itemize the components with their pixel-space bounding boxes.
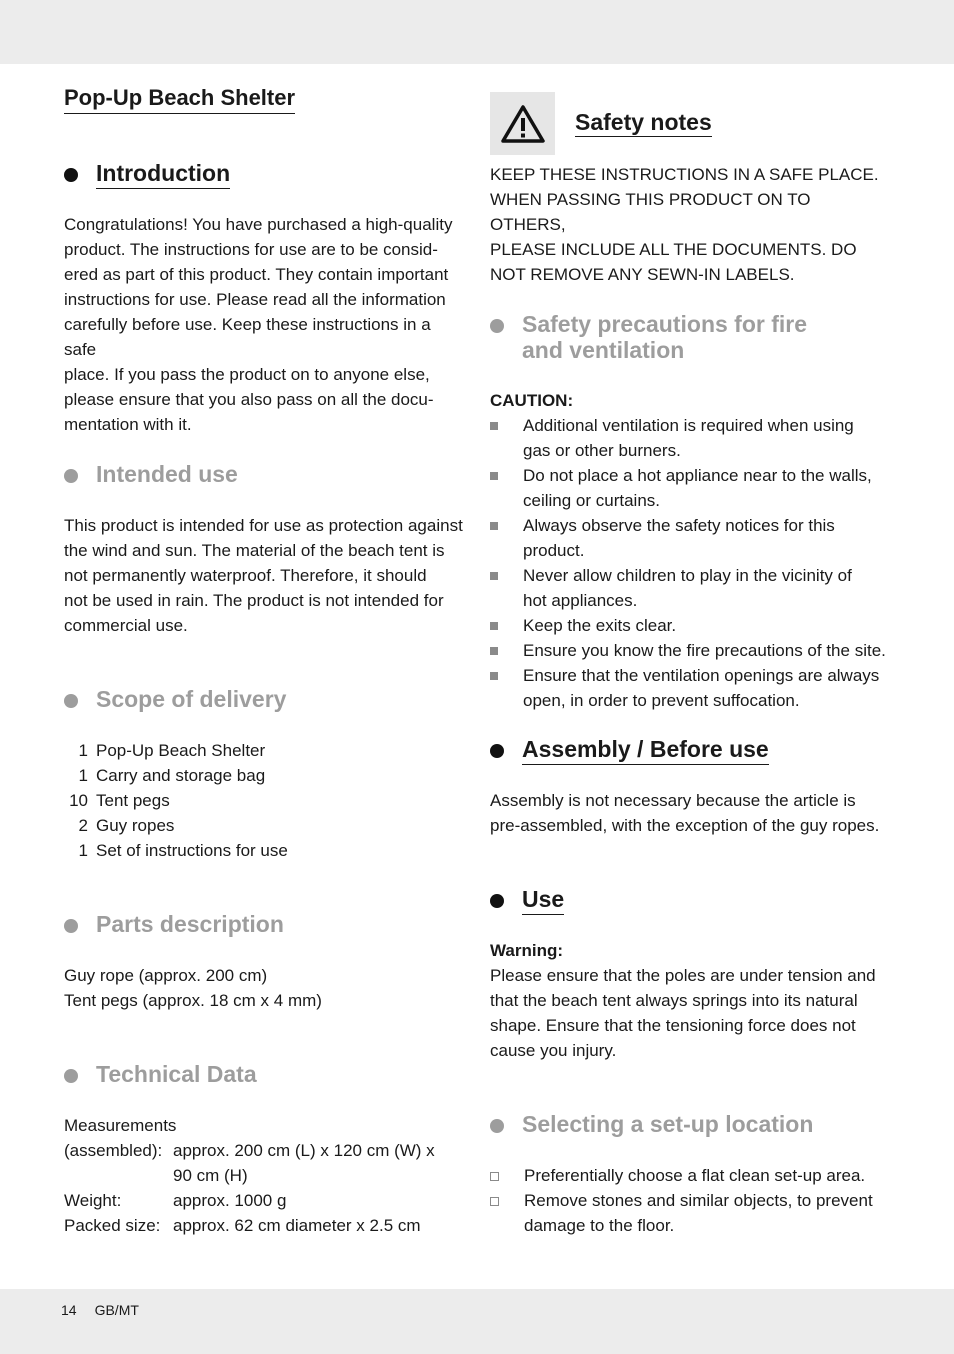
text-line: not be used in rain. The product is not intended for bbox=[64, 591, 444, 610]
list-item bbox=[64, 738, 288, 763]
list-item bbox=[490, 1188, 890, 1238]
introduction-heading bbox=[64, 160, 230, 189]
document-title: Pop-Up Beach Shelter bbox=[64, 83, 295, 114]
bullet-dot-icon bbox=[64, 694, 78, 708]
setup-location-heading bbox=[490, 1111, 813, 1137]
list-item bbox=[490, 638, 890, 663]
item-name: Set of instructions for use bbox=[96, 841, 288, 860]
bullet-dot-icon bbox=[490, 894, 504, 908]
text-line: Preferentially choose a flat clean set-up area. bbox=[524, 1166, 866, 1185]
scope-of-delivery-heading bbox=[64, 686, 286, 712]
document-title-wrap bbox=[64, 83, 295, 114]
use-title: Use bbox=[522, 886, 564, 915]
square-bullet-icon bbox=[490, 672, 498, 680]
warning-triangle-icon bbox=[500, 104, 546, 144]
assembly-text bbox=[490, 788, 890, 838]
item-name: Carry and storage bag bbox=[96, 766, 266, 785]
technical-data-heading bbox=[64, 1061, 257, 1087]
square-bullet-icon bbox=[490, 522, 498, 530]
intended-use-heading bbox=[64, 461, 238, 487]
list-item bbox=[64, 788, 288, 813]
text-line: commercial use. bbox=[64, 616, 188, 635]
technical-data-title: Technical Data bbox=[96, 1061, 257, 1087]
item-quantity: 1 bbox=[78, 766, 88, 785]
text-line: carefully before use. Keep these instructions in a safe bbox=[64, 315, 431, 359]
use-heading bbox=[490, 886, 564, 915]
square-bullet-icon bbox=[490, 472, 498, 480]
text-line: cause you injury. bbox=[490, 1041, 617, 1060]
item-quantity: 10 bbox=[69, 791, 88, 810]
technical-data-table bbox=[64, 1113, 464, 1238]
fire-ventilation-title-line-2: and ventilation bbox=[522, 337, 685, 363]
checkbox-square-icon bbox=[490, 1172, 499, 1181]
text-line: Always observe the safety notices for this product. bbox=[523, 516, 835, 560]
item-name: Guy ropes bbox=[96, 816, 175, 835]
list-item bbox=[490, 513, 890, 563]
text-line: instructions for use. Please read all the information bbox=[64, 290, 446, 309]
warning-icon-box bbox=[490, 92, 555, 155]
text-line: Assembly is not necessary because the article is bbox=[490, 791, 856, 810]
warning-label: Warning: bbox=[490, 941, 564, 960]
text-line: hot appliances. bbox=[523, 591, 638, 610]
bullet-dot-icon bbox=[64, 168, 78, 182]
text-line: mentation with it. bbox=[64, 415, 192, 434]
text-line: ered as part of this product. They contain important bbox=[64, 265, 449, 284]
text-line: Do not place a hot appliance near to the walls, bbox=[523, 466, 872, 485]
item-quantity: 1 bbox=[78, 841, 88, 860]
square-bullet-icon bbox=[490, 647, 498, 655]
text-line: Tent pegs (approx. 18 cm x 4 mm) bbox=[64, 991, 322, 1010]
scope-of-delivery-title: Scope of delivery bbox=[96, 686, 287, 712]
text-line: Congratulations! You have purchased a high-quality bbox=[64, 215, 453, 234]
weight-value: approx. 1000 g bbox=[173, 1191, 287, 1210]
text-line: damage to the floor. bbox=[524, 1216, 675, 1235]
assembled-value-line-1: approx. 200 cm (L) x 120 cm (W) x bbox=[173, 1141, 435, 1160]
page-footer bbox=[61, 1298, 157, 1322]
setup-location-title: Selecting a set-up location bbox=[522, 1111, 814, 1137]
text-line: shape. Ensure that the tensioning force does not bbox=[490, 1016, 856, 1035]
text-line: WHEN PASSING THIS PRODUCT ON TO OTHERS, bbox=[490, 190, 811, 234]
square-bullet-icon bbox=[490, 622, 498, 630]
packed-size-label: Packed size: bbox=[64, 1216, 161, 1235]
text-line: PLEASE INCLUDE ALL THE DOCUMENTS. DO bbox=[490, 240, 857, 259]
measurements-label: Measurements bbox=[64, 1116, 177, 1135]
assembled-label: (assembled): bbox=[64, 1141, 163, 1160]
locale-code: GB/MT bbox=[94, 1302, 139, 1318]
bullet-dot-icon bbox=[490, 319, 504, 333]
text-line: please ensure that you also pass on all the docu- bbox=[64, 390, 434, 409]
list-item bbox=[64, 813, 288, 838]
text-line: This product is intended for use as protection against bbox=[64, 516, 463, 535]
text-line: KEEP THESE INSTRUCTIONS IN A SAFE PLACE. bbox=[490, 165, 879, 184]
fire-ventilation-heading bbox=[490, 311, 807, 363]
introduction-text bbox=[64, 212, 464, 437]
text-line: product. The instructions for use are to be consid- bbox=[64, 240, 438, 259]
assembled-value bbox=[173, 1138, 435, 1188]
text-line: open, in order to prevent suffocation. bbox=[523, 691, 800, 710]
bullet-dot-icon bbox=[64, 469, 78, 483]
intended-use-title: Intended use bbox=[96, 461, 238, 487]
checkbox-square-icon bbox=[490, 1197, 499, 1206]
assembly-heading bbox=[490, 736, 769, 765]
text-line: the wind and sun. The material of the beach tent is bbox=[64, 541, 445, 560]
parts-description-text bbox=[64, 963, 464, 1013]
bullet-dot-icon bbox=[490, 744, 504, 758]
safety-notes-title: Safety notes bbox=[575, 109, 712, 135]
item-quantity: 1 bbox=[78, 741, 88, 760]
text-line: gas or other burners. bbox=[523, 441, 681, 460]
list-item bbox=[490, 663, 890, 713]
text-line: Please ensure that the poles are under tension and bbox=[490, 966, 876, 985]
item-name: Tent pegs bbox=[96, 791, 170, 810]
text-line: Additional ventilation is required when using bbox=[523, 416, 854, 435]
parts-description-title: Parts description bbox=[96, 911, 284, 937]
list-item bbox=[64, 763, 288, 788]
text-line: that the beach tent always springs into its natural bbox=[490, 991, 858, 1010]
fire-precautions-list bbox=[490, 388, 890, 713]
list-item bbox=[490, 613, 890, 638]
text-line: Guy rope (approx. 200 cm) bbox=[64, 966, 268, 985]
caution-label: CAUTION: bbox=[490, 391, 574, 410]
intended-use-text bbox=[64, 513, 464, 638]
introduction-title: Introduction bbox=[96, 160, 230, 189]
square-bullet-icon bbox=[490, 422, 498, 430]
list-item bbox=[490, 463, 890, 513]
weight-label: Weight: bbox=[64, 1191, 122, 1210]
text-line: Remove stones and similar objects, to prevent bbox=[524, 1191, 873, 1210]
top-band bbox=[0, 0, 954, 64]
list-item bbox=[490, 413, 890, 463]
table-row bbox=[64, 1213, 464, 1238]
fire-ventilation-title bbox=[522, 311, 807, 363]
list-item bbox=[490, 563, 890, 613]
item-name: Pop-Up Beach Shelter bbox=[96, 741, 266, 760]
square-bullet-icon bbox=[490, 572, 498, 580]
assembled-value-line-2: 90 cm (H) bbox=[173, 1166, 248, 1185]
text-line: not permanently waterproof. Therefore, it should bbox=[64, 566, 427, 585]
assembly-title: Assembly / Before use bbox=[522, 736, 769, 765]
text-line: place. If you pass the product on to anyone else, bbox=[64, 365, 430, 384]
fire-ventilation-title-line-1: Safety precautions for fire bbox=[522, 311, 808, 337]
text-line: Never allow children to play in the vicinity of bbox=[523, 566, 852, 585]
parts-description-heading bbox=[64, 911, 284, 937]
safety-notes-text bbox=[490, 162, 890, 287]
text-line: Keep the exits clear. bbox=[523, 616, 677, 635]
bullet-dot-icon bbox=[64, 1069, 78, 1083]
setup-location-list bbox=[490, 1163, 890, 1238]
use-text bbox=[490, 938, 890, 1063]
text-line: ceiling or curtains. bbox=[523, 491, 661, 510]
delivery-list bbox=[64, 738, 288, 863]
bullet-dot-icon bbox=[64, 919, 78, 933]
packed-size-value: approx. 62 cm diameter x 2.5 cm bbox=[173, 1216, 421, 1235]
text-line: Ensure that the ventilation openings are always bbox=[523, 666, 880, 685]
page-number: 14 bbox=[61, 1302, 77, 1318]
text-line: Ensure you know the fire precautions of the site. bbox=[523, 641, 886, 660]
item-quantity: 2 bbox=[78, 816, 88, 835]
text-line: NOT REMOVE ANY SEWN-IN LABELS. bbox=[490, 265, 795, 284]
table-row bbox=[64, 1188, 464, 1213]
list-item bbox=[490, 1163, 890, 1188]
list-item bbox=[64, 838, 288, 863]
text-line: pre-assembled, with the exception of the guy ropes. bbox=[490, 816, 880, 835]
table-row bbox=[64, 1138, 464, 1188]
bullet-dot-icon bbox=[490, 1119, 504, 1133]
